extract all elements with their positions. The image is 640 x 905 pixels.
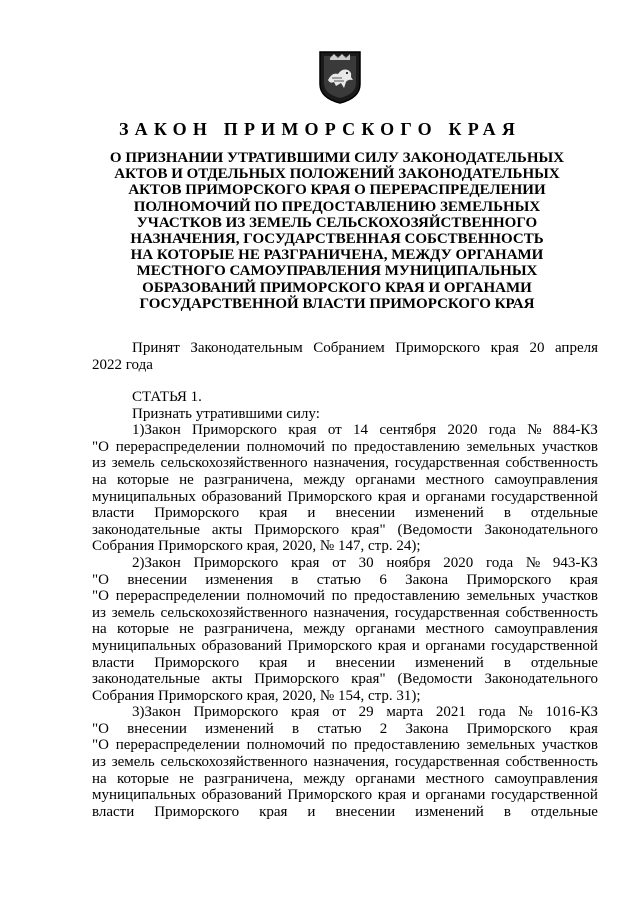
item-line: на которые не разграничена, между органами местного самоуправления bbox=[92, 471, 598, 488]
item-line: "О перераспределении полномочий по предоставлению земельных участков bbox=[92, 737, 598, 754]
article-item-3 bbox=[92, 704, 598, 820]
article-heading: СТАТЬЯ 1. bbox=[132, 389, 202, 405]
article-item-2 bbox=[92, 555, 598, 704]
item-line: 3)Закон Приморского края от 29 марта 2021 года № 1016-КЗ bbox=[132, 704, 598, 721]
item-line: 2)Закон Приморского края от 30 ноября 2020 года № 943-КЗ bbox=[132, 554, 598, 571]
item-line: на которые не разграничена, между органами местного самоуправления bbox=[92, 770, 598, 787]
item-line: муниципальных образований Приморского края и органами государственной bbox=[92, 488, 598, 505]
subject-line: НАЗНАЧЕНИЯ, ГОСУДАРСТВЕННАЯ СОБСТВЕННОСТЬ bbox=[130, 231, 544, 248]
article-intro: Признать утратившими силу: bbox=[132, 405, 320, 422]
subject-line: О ПРИЗНАНИИ УТРАТИВШИМИ СИЛУ ЗАКОНОДАТЕЛЬНЫХ bbox=[109, 150, 565, 166]
item-line: 1)Закон Приморского края от 14 сентября 2020 года № 884-КЗ bbox=[132, 422, 598, 439]
subject-line: ПОЛНОМОЧИЙ ПО ПРЕДОСТАВЛЕНИЮ ЗЕМЕЛЬНЫХ bbox=[133, 198, 541, 215]
article-item-1 bbox=[92, 422, 598, 555]
item-line: на которые не разграничена, между органами местного самоуправления bbox=[92, 621, 598, 638]
item-line: власти Приморского края и внесении изменений в отдельные bbox=[92, 803, 598, 820]
item-line: муниципальных образований Приморского края и органами государственной bbox=[92, 787, 598, 804]
adoption-note bbox=[92, 340, 598, 373]
article-section bbox=[92, 389, 598, 820]
subject-line: АКТОВ ПРИМОРСКОГО КРАЯ О ПЕРЕРАСПРЕДЕЛЕНИИ bbox=[128, 182, 546, 199]
item-line: законодательные акты Приморского края" (Ведомости Законодательного bbox=[92, 521, 598, 538]
item-line: власти Приморского края и внесении изменений в отдельные bbox=[92, 654, 598, 671]
item-line: власти Приморского края и внесении изменений в отдельные bbox=[92, 505, 598, 522]
item-line: Собрания Приморского края, 2020, № 147, стр. 24); bbox=[92, 538, 421, 555]
item-line: муниципальных образований Приморского края и органами государственной bbox=[92, 637, 598, 654]
item-line: Собрания Приморского края, 2020, № 154, стр. 31); bbox=[92, 687, 421, 704]
law-subject bbox=[92, 150, 582, 312]
item-line: "О перераспределении полномочий по предоставлению земельных участков bbox=[92, 588, 598, 605]
adoption-line: 2022 года bbox=[92, 356, 153, 373]
item-line: "О внесении изменения в статью 6 Закона Приморского края bbox=[92, 571, 598, 588]
item-line: "О внесении изменений в статью 2 Закона Приморского края bbox=[92, 720, 598, 737]
subject-line: НА КОТОРЫЕ НЕ РАЗГРАНИЧЕНА, МЕЖДУ ОРГАНАМИ bbox=[130, 247, 544, 264]
item-line: "О перераспределении полномочий по предоставлению земельных участков bbox=[92, 438, 598, 455]
subject-line: ГОСУДАРСТВЕННОЙ ВЛАСТИ ПРИМОРСКОГО КРАЯ bbox=[139, 295, 535, 312]
law-title: ЗАКОН ПРИМОРСКОГО КРАЯ bbox=[118, 119, 522, 139]
item-line: законодательные акты Приморского края" (Ведомости Законодательного bbox=[92, 671, 598, 688]
subject-line: АКТОВ И ОТДЕЛЬНЫХ ПОЛОЖЕНИЙ ЗАКОНОДАТЕЛЬНЫХ bbox=[114, 166, 560, 183]
subject-line: УЧАСТКОВ ИЗ ЗЕМЕЛЬ СЕЛЬСКОХОЗЯЙСТВЕННОГО bbox=[136, 214, 538, 231]
subject-line: МЕСТНОГО САМОУПРАВЛЕНИЯ МУНИЦИПАЛЬНЫХ bbox=[136, 263, 538, 280]
subject-line: ОБРАЗОВАНИЙ ПРИМОРСКОГО КРАЯ И ОРГАНАМИ bbox=[142, 279, 532, 296]
item-line: из земель сельскохозяйственного назначения, государственная собственность bbox=[92, 604, 598, 621]
primorye-coat-of-arms-icon bbox=[318, 50, 362, 104]
adoption-line: Принят Законодательным Собранием Приморского края 20 апреля bbox=[132, 340, 598, 356]
item-line: из земель сельскохозяйственного назначения, государственная собственность bbox=[92, 754, 598, 771]
item-line: из земель сельскохозяйственного назначения, государственная собственность bbox=[92, 455, 598, 472]
